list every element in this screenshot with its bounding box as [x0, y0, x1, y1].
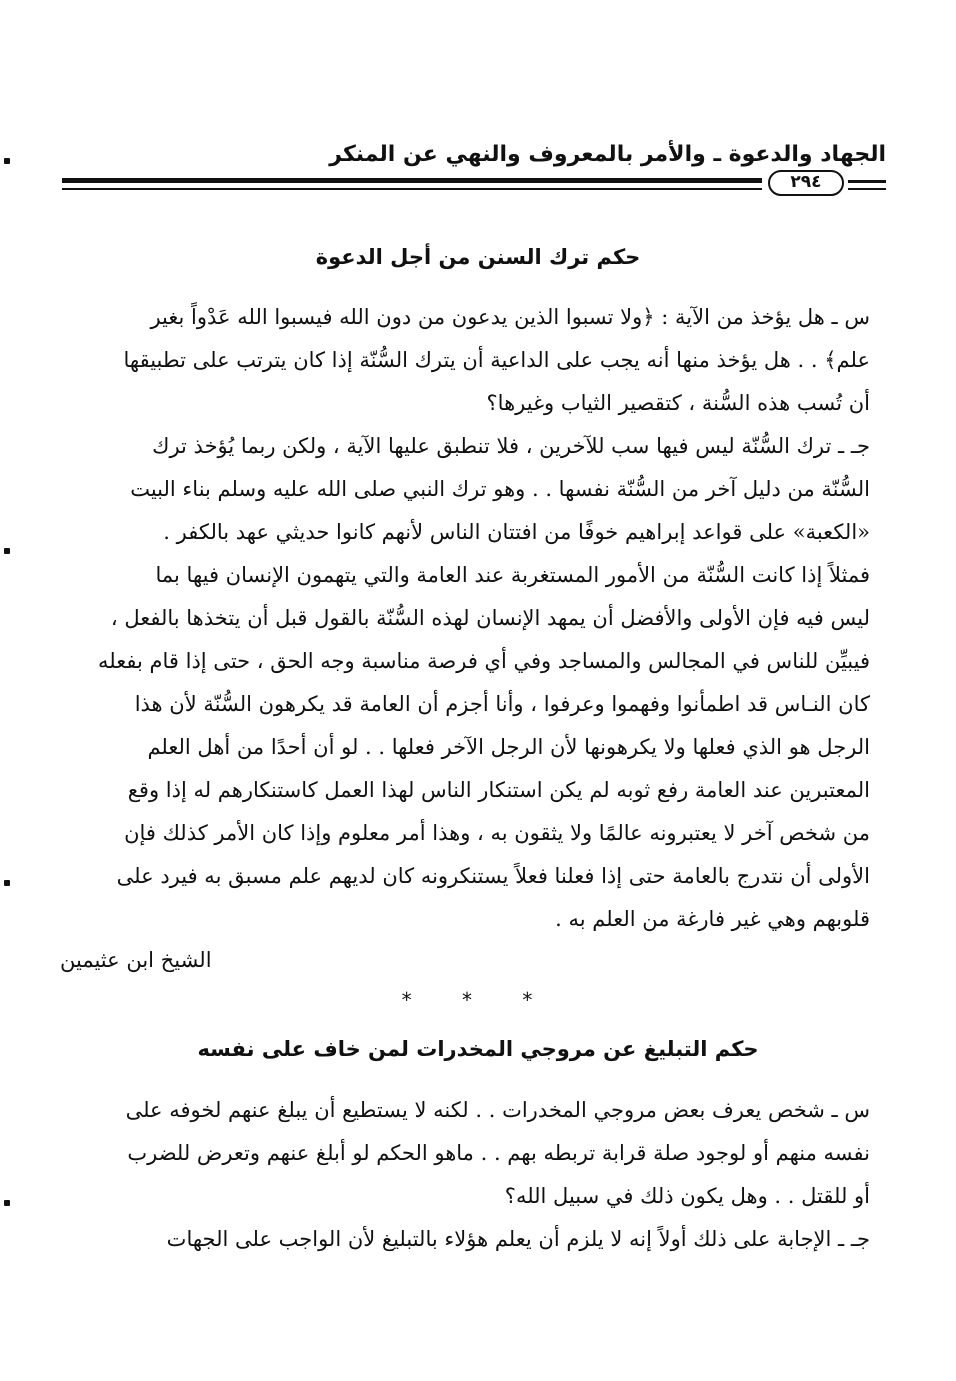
section-heading: حكم ترك السنن من أجل الدعوة	[315, 245, 641, 269]
header-rule	[62, 178, 762, 183]
page-number: ٢٩٤	[768, 170, 844, 196]
margin-mark	[4, 1200, 10, 1206]
text-line: الرجل هو الذي فعلها ولا يكرهونها لأن الرجل الآخر فعلها . . لو أن أحدًا من أهل العلم	[147, 735, 870, 759]
text-line: كان النـاس قد اطمأنوا وفهموا وعرفوا ، وأنا أجزم أن العامة قد يكرهون السُّنّة لأن هذا	[134, 692, 870, 716]
separator: * * *	[401, 988, 555, 1012]
margin-mark	[4, 158, 10, 164]
text-line: علم﴾ . . هل يؤخذ منها أنه يجب على الداعية أن يترك السُّنّة إذا كان يترتب على تطبيقها	[123, 348, 870, 372]
margin-mark	[4, 880, 10, 886]
text-line: جـ ـ ترك السُّنّة ليس فيها سب للآخرين ، فلا تنطبق عليها الآية ، ولكن ربما يُؤخذ ترك	[152, 434, 870, 458]
header-rule	[848, 180, 886, 183]
margin-mark	[4, 548, 10, 554]
text-line: «الكعبة» على قواعد إبراهيم خوفًا من افتتان الناس لأنهم كانوا حديثي عهد بالكفر .	[163, 520, 870, 544]
text-line: السُّنّة من دليل آخر من السُّنّة نفسها . . وهو ترك النبي صلى الله عليه وسلم بناء البيت	[130, 477, 870, 501]
text-line: قلوبهم وهي غير فارغة من العلم به .	[555, 907, 870, 931]
text-line: س ـ هل يؤخذ من الآية : ﴿ولا تسبوا الذين يدعون من دون الله فيسبوا الله عَدْواً بغير	[150, 305, 870, 329]
text-line: س ـ شخص يعرف بعض مروجي المخدرات . . لكنه لا يستطيع أن يبلغ عنهم لخوفه على	[125, 1098, 870, 1122]
header-rule	[62, 188, 762, 190]
text-line: الأولى أن نتدرج بالعامة حتى إذا فعلنا فعلاً يستنكرونه كان لديهم علم مسبق به فيرد على	[116, 864, 870, 888]
text-line: جـ ـ الإجابة على ذلك أولاً إنه لا يلزم أن يعلم هؤلاء بالتبليغ لأن الواجب على الجهات	[166, 1227, 870, 1251]
text-line: أن تُسب هذه السُّنة ، كتقصير الثياب وغيرها؟	[486, 391, 870, 415]
text-line: أو للقتل . . وهل يكون ذلك في سبيل الله؟	[504, 1184, 870, 1208]
text-line: فيبيِّن للناس في المجالس والمساجد وفي أي فرصة مناسبة وجه الحق ، حتى إذا قام بفعله	[98, 649, 870, 673]
text-line: المعتبرين عند العامة رفع ثوبه لم يكن استنكار الناس لهذا العمل كاستنكارهم له إذا وقع	[127, 778, 870, 802]
text-line: من شخص آخر لا يعتبرونه عالمًا ولا يثقون به ، وهذا أمر معلوم وإذا كان الأمر كذلك فإن	[124, 821, 870, 845]
text-line: نفسه منهم أو لوجود صلة قرابة تربطه بهم . . ماهو الحكم لو أبلغ عنهم وتعرض للضرب	[127, 1141, 870, 1165]
text-line: فمثلاً إذا كانت السُّنّة من الأمور المستغربة عند العامة والتي يتهمون الإنسان فيها بما	[155, 563, 870, 587]
section-heading: حكم التبليغ عن مروجي المخدرات لمن خاف على نفسه	[197, 1037, 759, 1061]
header-rule	[848, 188, 886, 190]
running-title: الجهاد والدعوة ـ والأمر بالمعروف والنهي عن المنكر	[329, 142, 886, 167]
signature: الشيخ ابن عثيمين	[60, 948, 212, 972]
text-line: ليس فيه فإن الأولى والأفضل أن يمهد الإنسان لهذه السُّنّة بالقول قبل أن يتخذها بالفعل ،	[110, 606, 870, 630]
